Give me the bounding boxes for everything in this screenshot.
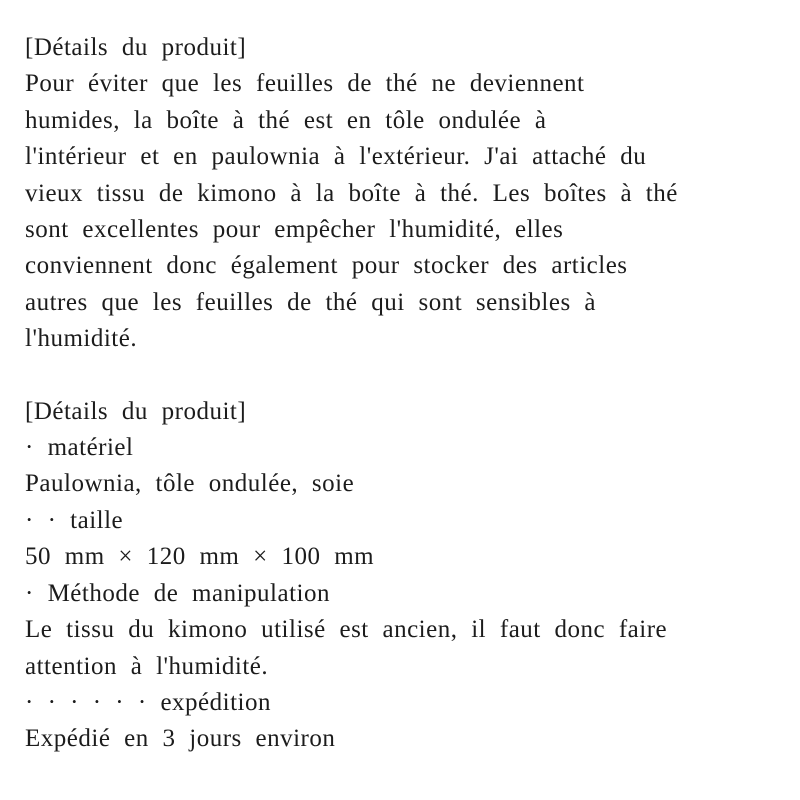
material-label-line: · matériel	[25, 434, 134, 462]
text-line: humides, la boîte à thé est en tôle ondulée à	[25, 106, 547, 134]
text-line: sont excellentes pour empêcher l'humidité, elles	[25, 216, 564, 244]
size-value-line: 50 mm × 120 mm × 100 mm	[25, 543, 375, 571]
text-line: l'humidité.	[25, 325, 138, 353]
text-line: Pour éviter que les feuilles de thé ne deviennent	[25, 70, 585, 98]
text-line: autres que les feuilles de thé qui sont sensibles à	[25, 288, 597, 316]
material-value-line: Paulownia, tôle ondulée, soie	[25, 470, 355, 498]
text-line: conviennent donc également pour stocker des articles	[25, 252, 628, 280]
handling-value-line-1: Le tissu du kimono utilisé est ancien, il faut donc faire	[25, 616, 668, 644]
product-details-section-1	[25, 30, 760, 358]
size-label-line: · · taille	[25, 506, 124, 534]
shipping-label-line: · · · · · · expédition	[25, 688, 271, 716]
product-details-section-2	[25, 394, 760, 758]
section-heading: [Détails du produit]	[25, 34, 247, 61]
shipping-value-line: Expédié en 3 jours environ	[25, 725, 336, 753]
section-heading: [Détails du produit]	[25, 397, 247, 425]
handling-label-line: · Méthode de manipulation	[25, 579, 330, 607]
text-line: l'intérieur et en paulownia à l'extérieur. J'ai attaché du	[25, 143, 647, 171]
handling-value-line-2: attention à l'humidité.	[25, 652, 269, 680]
text-line: vieux tissu de kimono à la boîte à thé. Les boîtes à thé	[25, 179, 678, 207]
